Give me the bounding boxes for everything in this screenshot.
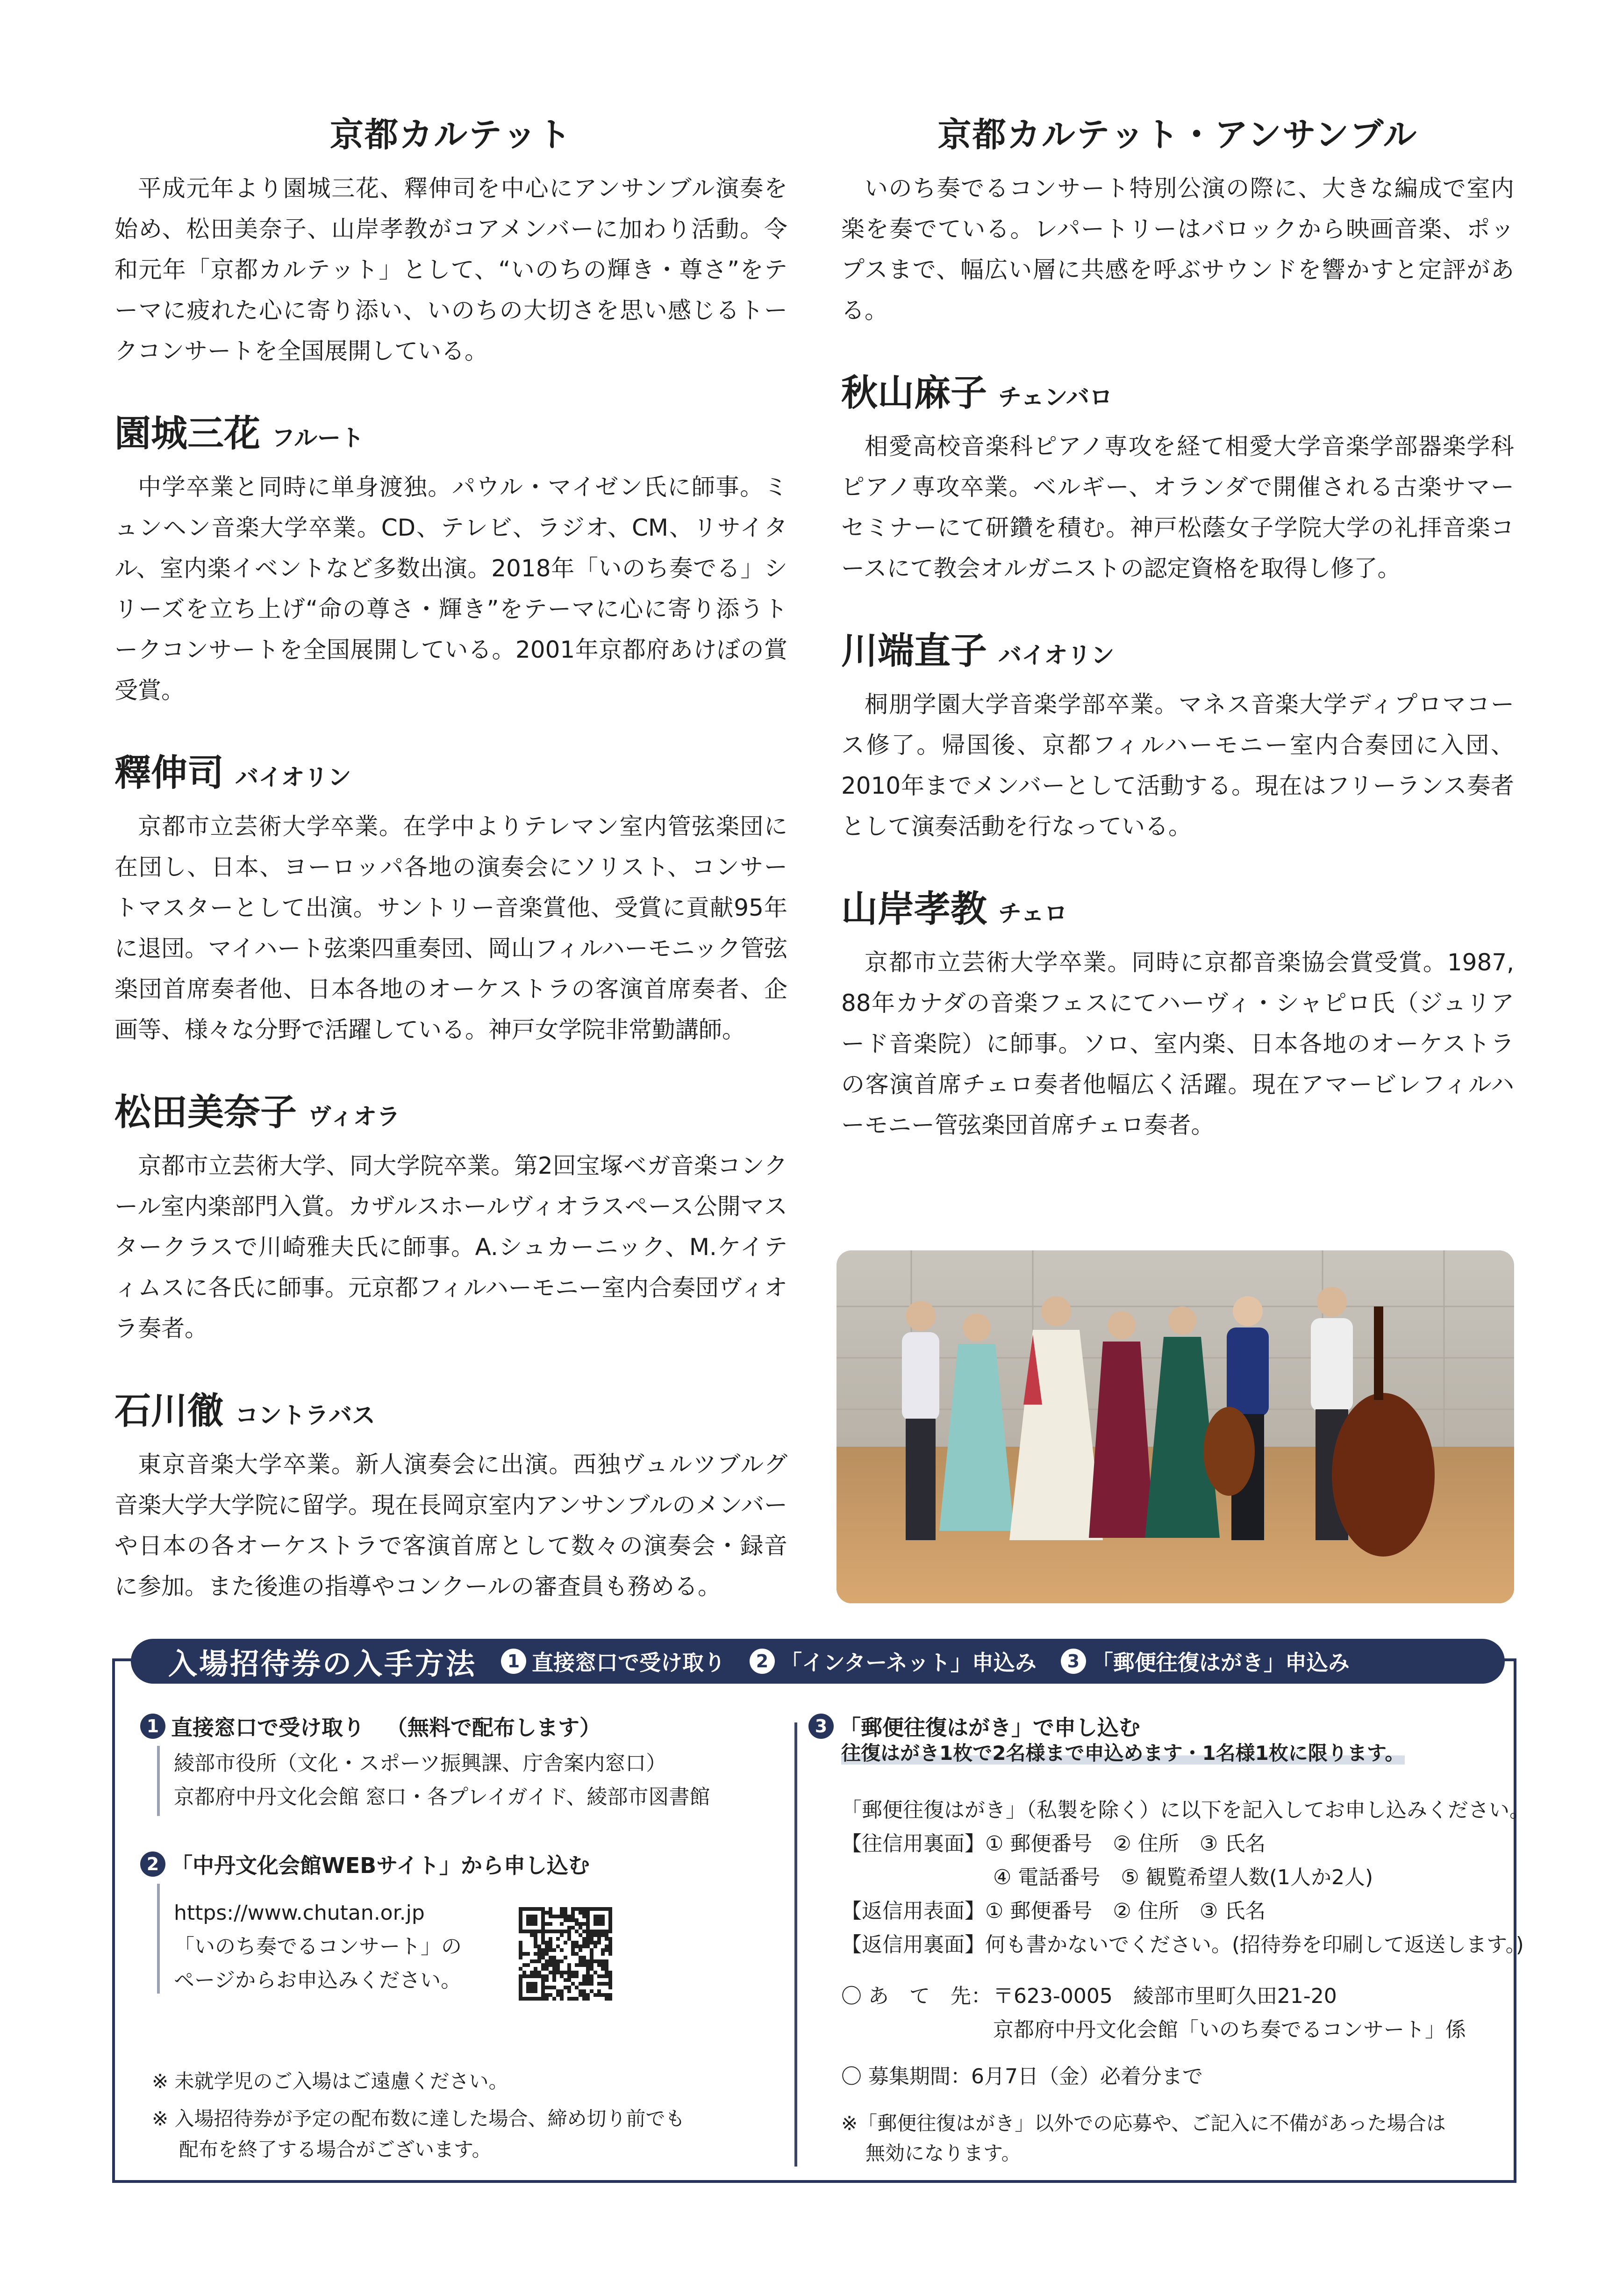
- number-badge-2: 2: [750, 1649, 775, 1674]
- counter-pickup-title: 1 直接窓口で受け取り （無料で配布します）: [140, 1711, 601, 1742]
- group-title: 京都カルテット: [329, 115, 572, 154]
- invalid-note-cont: 無効になります。: [865, 2142, 1021, 2165]
- method-1-label: 1 直接窓口で受け取り: [501, 1646, 725, 1677]
- web-instruction-2: ページからお申込みください。: [174, 1968, 462, 1992]
- web-apply-title: 2 「中丹文化会館WEBサイト」から申し込む: [140, 1849, 590, 1880]
- number-badge-1: 1: [501, 1649, 526, 1674]
- member-profile: [114, 404, 787, 711]
- number-badge-1: 1: [140, 1714, 165, 1739]
- member-name: 山岸孝教: [841, 888, 987, 930]
- number-badge-3: 3: [808, 1714, 834, 1739]
- reply-front-row: 【返信用表面】① 郵便番号 ② 住所 ③ 氏名: [841, 1899, 1266, 1923]
- right-column: [841, 108, 1514, 1146]
- member-profile: [841, 880, 1514, 1146]
- distribution-note-cont: 配布を終了する場合がございます。: [179, 2138, 492, 2161]
- member-profile: [841, 364, 1514, 589]
- member-bio: 中学卒業と同時に単身渡独。パウル・マイゼン氏に師事。ミュンヘン音楽大学卒業。CD、テレビ、ラジオ、CM、リサイタル、室内楽イベントなど多数出演。2018年「いのち奏でる」シリーズを立ち上げ“命の尊さ・輝き”をテーマに心に寄り添うトークコンサートを全国展開している。2001年京都府あけぼの賞受賞。: [114, 474, 787, 704]
- divider-bar: [157, 1884, 160, 1994]
- section-divider: [794, 1722, 797, 2167]
- method-2-label: 2 「インターネット」申込み: [750, 1646, 1037, 1677]
- member-bio: 相愛高校音楽科ピアノ専攻を経て相愛大学音楽学部器楽学科ピアノ専攻卒業。ベルギー、オランダで開催される古楽サマーセミナーにて研鑽を積む。神戸松蔭女子学院大学の礼拝音楽コースにて教会オルガニストの認定資格を取得し修了。: [841, 433, 1514, 582]
- member-profile: [114, 744, 787, 1050]
- member-instrument: ヴィオラ: [308, 1103, 400, 1130]
- pickup-location-2: 京都府中丹文化会館 窓口・各プレイガイド、綾部市図書館: [174, 1785, 710, 1809]
- group-title: 京都カルテット・アンサンブル: [937, 115, 1418, 154]
- group-photo-illustration: [837, 1250, 1514, 1603]
- member-bio: 桐朋学園大学音楽学部卒業。マネス音楽大学ディプロマコース修了。帰国後、京都フィルハーモニー室内合奏団に入団、2010年までメンバーとして活動する。現在はフリーランス奏者として演奏活動を行なっている。: [841, 691, 1514, 840]
- outgoing-back-row-2: ④ 電話番号 ⑤ 観覧希望人数(1人か2人): [993, 1866, 1373, 1889]
- postcard-limit-note: 往復はがき1枚で2名様まで申込めます・1名様1枚に限ります。: [841, 1742, 1405, 1765]
- member-instrument: バイオリン: [998, 641, 1115, 669]
- postcard-apply-title: 3 「郵便往復はがき」で申し込む: [808, 1711, 1140, 1742]
- postcard-intro: 「郵便往復はがき」（私製を除く）に以下を記入してお申し込みください。: [841, 1798, 1530, 1822]
- method-3-label: 3 「郵便往復はがき」申込み: [1061, 1646, 1350, 1677]
- pickup-location-1: 綾部市役所（文化・スポーツ振興課、庁舎案内窓口）: [174, 1751, 667, 1775]
- group-description: 平成元年より園城三花、釋伸司を中心にアンサンブル演奏を始め、松田美奈子、山岸孝教がコアメンバーに加わり活動。令和元年「京都カルテット」として、“いのちの輝き・尊さ”をテーマに疲れた心に寄り添い、いのちの大切さを思い感じるトークコンサートを全国展開している。: [114, 175, 787, 365]
- reply-back-row: 【返信用裏面】何も書かないでください。(招待券を印刷して返送します。): [841, 1933, 1524, 1957]
- ticket-header-bar: [131, 1639, 1505, 1684]
- number-badge-3: 3: [1061, 1649, 1086, 1674]
- member-name: 石川徹: [114, 1390, 224, 1432]
- web-instruction-1: 「いのち奏でるコンサート」の: [174, 1935, 462, 1959]
- member-bio: 京都市立芸術大学卒業。在学中よりテレマン室内管弦楽団に在団し、日本、ヨーロッパ各地の演奏会にソリスト、コンサートマスターとして出演。サントリー音楽賞他、受賞に貢献95年に退団。マイハート弦楽四重奏団、岡山フィルハーモニック管弦楽団首席奏者他、日本各地のオーケストラの客演首席奏者、企画等、様々な分野で活躍している。神戸女学院非常勤講師。: [114, 813, 787, 1043]
- application-period: 〇 募集期間：6月7日（金）必着分まで: [841, 2065, 1203, 2088]
- divider-bar: [157, 1746, 160, 1816]
- member-instrument: チェンバロ: [998, 383, 1113, 411]
- member-name: 釋伸司: [114, 752, 224, 794]
- member-name: 川端直子: [841, 630, 987, 672]
- member-name: 秋山麻子: [841, 372, 987, 414]
- left-column: [114, 108, 787, 1607]
- member-profile: [114, 1083, 787, 1349]
- member-bio: 京都市立芸術大学卒業。同時に京都音楽協会賞受賞。1987, 88年カナダの音楽フェスにてハーヴィ・シャピロ氏（ジュリアード音楽院）に師事。ソロ、室内楽、日本各地のオーケストラの客演首席チェロ奏者他幅広く活躍。現在アマービレフィルハーモニー管弦楽団首席チェロ奏者。: [841, 949, 1514, 1139]
- member-name: 松田美奈子: [114, 1091, 297, 1134]
- member-bio: 東京音楽大学卒業。新人演奏会に出演。西独ヴュルツブルグ音楽大学大学院に留学。現在長岡京室内アンサンブルのメンバーや日本の各オーケストラで客演首席として数々の演奏会・録音に参加。また後進の指導やコンクールの審査員も務める。: [114, 1451, 787, 1600]
- address-line-2: 京都府中丹文化会館「いのち奏でるコンサート」係: [993, 2018, 1466, 2042]
- member-instrument: バイオリン: [235, 763, 351, 791]
- distribution-note: ※ 入場招待券が予定の配布数に達した場合、締め切り前でも: [152, 2107, 685, 2130]
- address-label: 〇 あ て 先：: [841, 1984, 992, 2008]
- ticket-section-title: 入場招待券の入手方法: [168, 1646, 477, 1681]
- member-profile: [841, 622, 1514, 847]
- member-instrument: フルート: [272, 424, 365, 452]
- member-bio: 京都市立芸術大学、同大学院卒業。第2回宝塚ベガ音楽コンクール室内楽部門入賞。カザルスホールヴィオラスペース公開マスタークラスで川崎雅夫氏に師事。A.シュカーニック、M.ケイティムスに各氏に師事。元京都フィルハーモニー室内合奏団ヴィオラ奏者。: [114, 1152, 787, 1342]
- website-url-link[interactable]: https://www.chutan.or.jp: [174, 1901, 425, 1925]
- member-instrument: コントラバス: [235, 1401, 376, 1429]
- member-name: 園城三花: [114, 412, 261, 455]
- outgoing-back-row: 【往信用裏面】① 郵便番号 ② 住所 ③ 氏名: [841, 1832, 1266, 1856]
- invalid-note: ※「郵便往復はがき」以外での応募や、ご記入に不備があった場合は: [841, 2112, 1446, 2135]
- number-badge-2: 2: [140, 1851, 165, 1877]
- member-instrument: チェロ: [998, 899, 1068, 927]
- address-line-1: 〒623-0005 綾部市里町久田21-20: [993, 1984, 1337, 2008]
- preschool-note: ※ 未就学児のご入場はご遠慮ください。: [152, 2070, 508, 2093]
- group-photo: [837, 1250, 1514, 1603]
- member-profile: [114, 1382, 787, 1607]
- group-description: いのち奏でるコンサート特別公演の際に、大きな編成で室内楽を奏でている。レパートリーはバロックから映画音楽、ポップスまで、幅広い層に共感を呼ぶサウンドを響かすと定評がある。: [841, 175, 1514, 324]
- qr-code-icon[interactable]: [519, 1907, 612, 2001]
